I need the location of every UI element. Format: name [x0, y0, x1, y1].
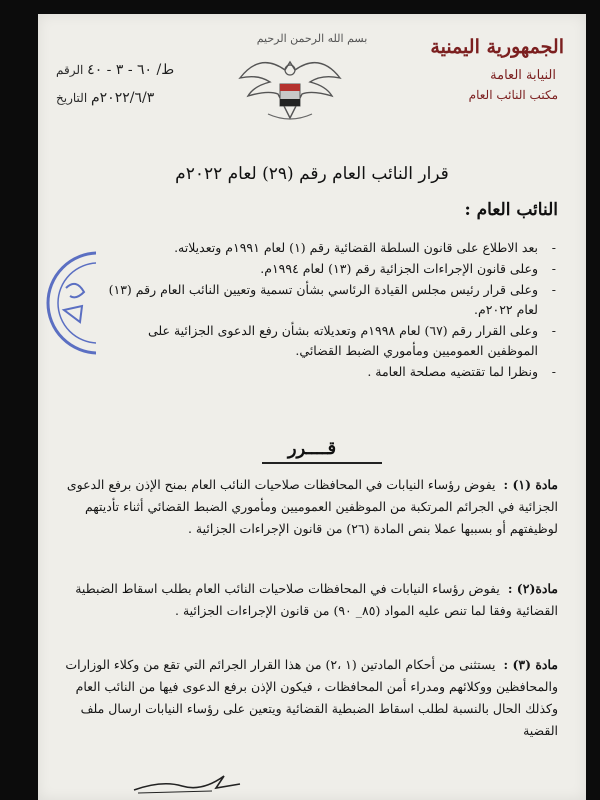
- document-page: [38, 14, 586, 800]
- preamble-item: - وعلى قرار رئيس مجلس القيادة الرئاسي بشأن تسمية وتعيين النائب العام رقم (١٣) لعام ٢٠٢٢م.: [96, 280, 558, 320]
- basmala: بسم الله الرحمن الرحيم: [256, 32, 368, 45]
- article-3: [56, 654, 558, 742]
- article-1: [56, 474, 558, 540]
- document-date-value: ٢٠٢٢/٦/٣م: [90, 90, 155, 106]
- article-2-label: مادة(٢) :: [507, 581, 558, 596]
- signature-icon: [132, 766, 242, 796]
- org-department: النيابة العامة: [490, 68, 556, 83]
- document-date: [56, 90, 160, 106]
- preamble-item: - بعد الاطلاع على قانون السلطة القضائية رقم (١) لعام ١٩٩١م وتعديلاته.: [96, 238, 558, 258]
- article-2-text: يفوض رؤساء النيابات في المحافظات صلاحيات النائب العام بطلب اسقاط الضبطية القضائية وفقا لما تنص عليه المواد (٨٥_ ٩٠) من قانون الإجراءات الجزائية .: [75, 581, 558, 618]
- decision-heading: قــــرر: [287, 438, 337, 459]
- document-number-label: الرقم: [56, 63, 84, 77]
- article-3-text: يستثنى من أحكام المادتين (١ ،٢) من هذا القرار الجرائم التي تقع من وكلاء الوزارات والمحافظين ووكلائهم ومدراء أمن المحافظات ، فيكون الإذن برفع الدعوى فيها من النائب العام وكذلك الحال بالنسبة لطلب اسقاط الضبطية القضائية ويتعين على رؤساء النيابات ارسال ملف القضية: [65, 657, 558, 738]
- article-2: [56, 578, 558, 622]
- document-number-value: ط/ ٦٠ - ٣ - ٤٠: [87, 62, 175, 78]
- preamble-item: - وعلى قانون الإجراءات الجزائية رقم (١٣) لعام ١٩٩٤م.: [96, 259, 558, 279]
- org-name: الجمهورية اليمنية: [430, 36, 564, 58]
- decree-heading: النائب العام :: [464, 200, 558, 220]
- preamble-item: - ونظرا لما تقتضيه مصلحة العامة .: [96, 362, 558, 382]
- official-stamp-icon: [38, 248, 96, 358]
- decree-title: قرار النائب العام رقم (٢٩) لعام ٢٠٢٢م: [175, 164, 449, 184]
- org-office: مكتب النائب العام: [468, 88, 558, 102]
- document-date-label: التاريخ: [56, 91, 88, 105]
- preamble-item: - وعلى القرار رقم (٦٧) لعام ١٩٩٨م وتعديلاته بشأن رفع الدعوى الجزائية على الموظفين العموميين ومأموري الضبط القضائي.: [96, 321, 558, 361]
- article-1-text: يفوض رؤساء النيابات في المحافظات صلاحيات النائب العام بمنح الإذن برفع الدعوى الجزائية في الجرائم المرتكبة من الموظفين العموميين ومأموري الضبط القضائي أثناء تأديتهم لوظيفتهم أو بسببها عملا بنص المادة (٢٦) من قانون الإجراءات الجزائية .: [66, 477, 558, 536]
- article-1-label: مادة (١) :: [503, 477, 558, 492]
- preamble-list: [96, 238, 558, 383]
- eagle-emblem-icon: [230, 48, 350, 128]
- decision-underline: [262, 462, 382, 464]
- article-3-label: مادة (٣) :: [503, 657, 558, 672]
- document-number: [56, 62, 180, 78]
